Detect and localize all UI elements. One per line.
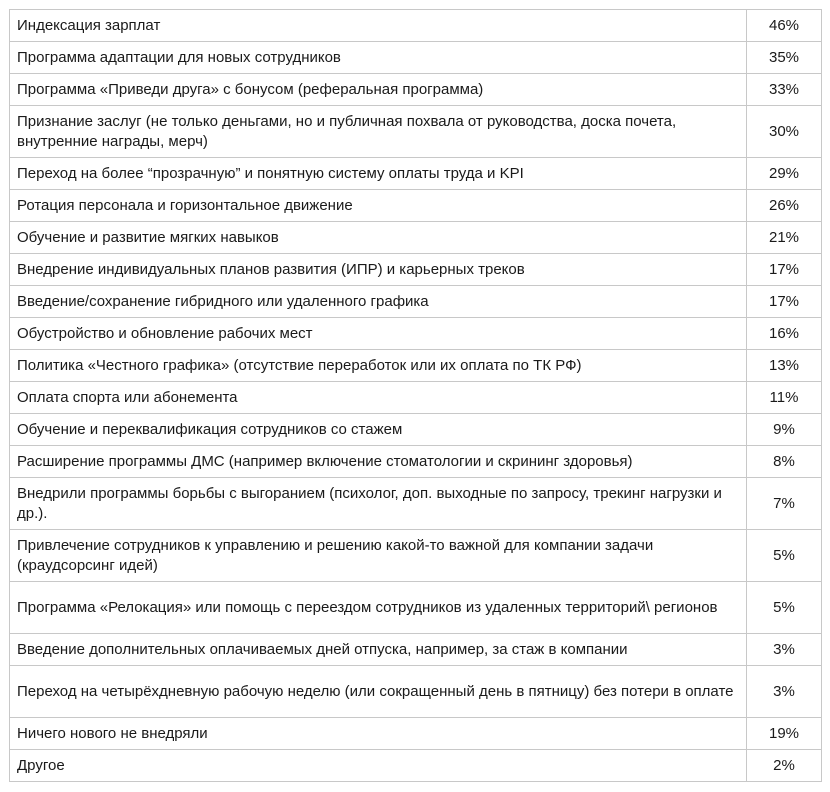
row-percent: 5%: [747, 530, 822, 582]
table-row: [10, 158, 822, 190]
row-label: Внедрение индивидуальных планов развития (ИПР) и карьерных треков: [10, 254, 747, 286]
row-label: Переход на четырёхдневную рабочую неделю (или сокращенный день в пятницу) без потери в оплате: [10, 666, 747, 718]
table-row: [10, 582, 822, 634]
row-percent: 17%: [747, 286, 822, 318]
table-row: [10, 106, 822, 158]
row-label: Внедрили программы борьбы с выгоранием (психолог, доп. выходные по запросу, трекинг нагрузки и др.).: [10, 478, 747, 530]
table-row: [10, 634, 822, 666]
row-percent: 35%: [747, 42, 822, 74]
row-percent: 16%: [747, 318, 822, 350]
survey-results-table: [9, 9, 822, 782]
row-label: Расширение программы ДМС (например включение стоматологии и скрининг здоровья): [10, 446, 747, 478]
table-row: [10, 222, 822, 254]
row-percent: 26%: [747, 190, 822, 222]
table-row: [10, 530, 822, 582]
row-label: Политика «Честного графика» (отсутствие переработок или их оплата по ТК РФ): [10, 350, 747, 382]
table-row: [10, 190, 822, 222]
row-label: Обучение и переквалификация сотрудников со стажем: [10, 414, 747, 446]
table-row: [10, 350, 822, 382]
row-percent: 5%: [747, 582, 822, 634]
row-label: Обустройство и обновление рабочих мест: [10, 318, 747, 350]
row-label: Ничего нового не внедряли: [10, 718, 747, 750]
table-row: [10, 382, 822, 414]
row-percent: 21%: [747, 222, 822, 254]
row-percent: 46%: [747, 10, 822, 42]
table-row: [10, 318, 822, 350]
table-row: [10, 254, 822, 286]
row-percent: 11%: [747, 382, 822, 414]
table-row: [10, 446, 822, 478]
table-row: [10, 666, 822, 718]
row-percent: 19%: [747, 718, 822, 750]
table-row: [10, 478, 822, 530]
row-label: Введение дополнительных оплачиваемых дней отпуска, например, за стаж в компании: [10, 634, 747, 666]
table-row: [10, 750, 822, 782]
row-percent: 7%: [747, 478, 822, 530]
table-row: [10, 286, 822, 318]
row-label: Программа «Релокация» или помощь с переездом сотрудников из удаленных территорий\ регионов: [10, 582, 747, 634]
row-percent: 2%: [747, 750, 822, 782]
row-percent: 8%: [747, 446, 822, 478]
row-percent: 9%: [747, 414, 822, 446]
table-row: [10, 74, 822, 106]
row-label: Индексация зарплат: [10, 10, 747, 42]
table-row: [10, 414, 822, 446]
row-label: Привлечение сотрудников к управлению и решению какой-то важной для компании задачи (краудсорсинг идей): [10, 530, 747, 582]
row-percent: 29%: [747, 158, 822, 190]
row-label: Переход на более “прозрачную” и понятную систему оплаты труда и KPI: [10, 158, 747, 190]
table-row: [10, 10, 822, 42]
row-percent: 3%: [747, 666, 822, 718]
row-label: Ротация персонала и горизонтальное движение: [10, 190, 747, 222]
table-container: [9, 9, 822, 782]
row-label: Оплата спорта или абонемента: [10, 382, 747, 414]
row-label: Обучение и развитие мягких навыков: [10, 222, 747, 254]
row-percent: 30%: [747, 106, 822, 158]
row-label: Программа «Приведи друга» с бонусом (реферальная программа): [10, 74, 747, 106]
row-percent: 13%: [747, 350, 822, 382]
row-percent: 3%: [747, 634, 822, 666]
row-label: Признание заслуг (не только деньгами, но и публичная похвала от руководства, доска почета, внутренние награды, мерч): [10, 106, 747, 158]
row-percent: 17%: [747, 254, 822, 286]
row-percent: 33%: [747, 74, 822, 106]
row-label: Другое: [10, 750, 747, 782]
row-label: Введение/сохранение гибридного или удаленного графика: [10, 286, 747, 318]
table-row: [10, 42, 822, 74]
table-row: [10, 718, 822, 750]
row-label: Программа адаптации для новых сотрудников: [10, 42, 747, 74]
